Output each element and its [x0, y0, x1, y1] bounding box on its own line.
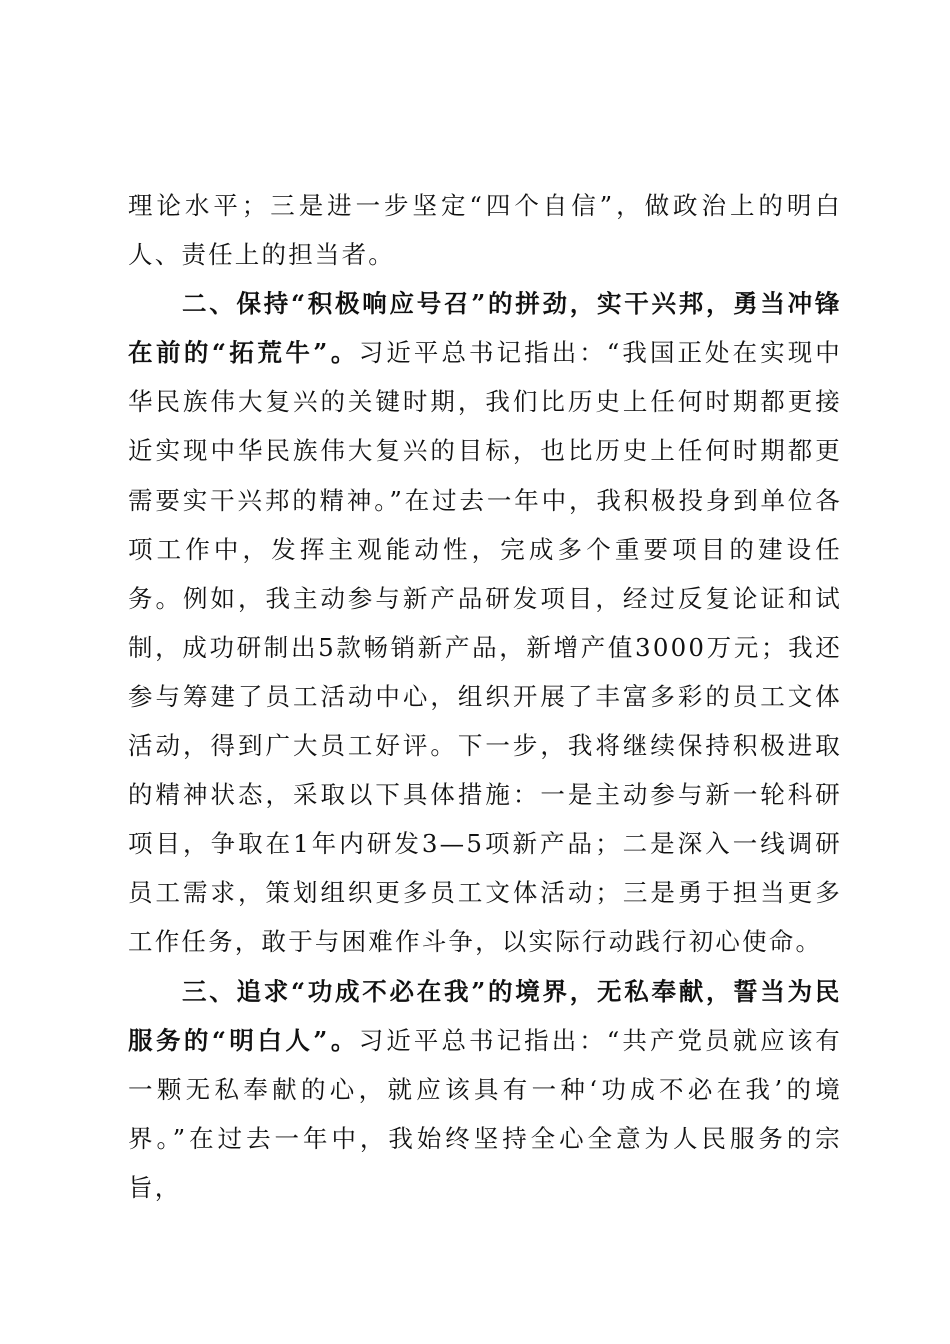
document-body — [128, 181, 842, 1212]
paragraph-body: 理论水平；三是进一步坚定“四个自信”，做政治上的明白人、责任上的担当者。 — [128, 191, 842, 270]
section-two-body: 习近平总书记指出：“我国正处在实现中华民族伟大复兴的关键时期，我们比历史上任何时期都更接近实现中华民族伟大复兴的目标，也比历史上任何时期都更需要实干兴邦的精神。”在过去一年中，我积极投身到单位各项工作中，发挥主观能动性，完成多个重要项目的建设任务。例如，我主动参与新产品研发项目，经过反复论证和试制，成功研制出5款畅销新产品，新增产值3000万元；我还参与筹建了员工活动中心，组织开展了丰富多彩的员工文体活动，得到广大员工好评。下一步，我将继续保持积极进取的精神状态，采取以下具体措施：一是主动参与新一轮科研项目，争取在1年内研发3—5项新产品；二是深入一线调研员工需求，策划组织更多员工文体活动；三是勇于担当更多工作任务，敢于与困难作斗争，以实际行动践行初心使命。 — [128, 338, 842, 957]
paragraph-section-three — [128, 967, 842, 1212]
section-three-heading: 三、追求“功成不必在我”的境界，无私奉献，誓当为民服务的“明白人”。 — [128, 976, 842, 1055]
section-three-body: 习近平总书记指出：“共产党员就应该有一颗无私奉献的心，就应该具有一种‘功成不必在我’的境界。”在过去一年中，我始终坚持全心全意为人民服务的宗旨， — [128, 1025, 842, 1202]
paragraph-section-two — [128, 279, 842, 966]
section-two-heading: 二、保持“积极响应号召”的拼劲，实干兴邦，勇当冲锋在前的“拓荒牛”。 — [128, 289, 842, 368]
paragraph-continuation — [128, 181, 842, 279]
